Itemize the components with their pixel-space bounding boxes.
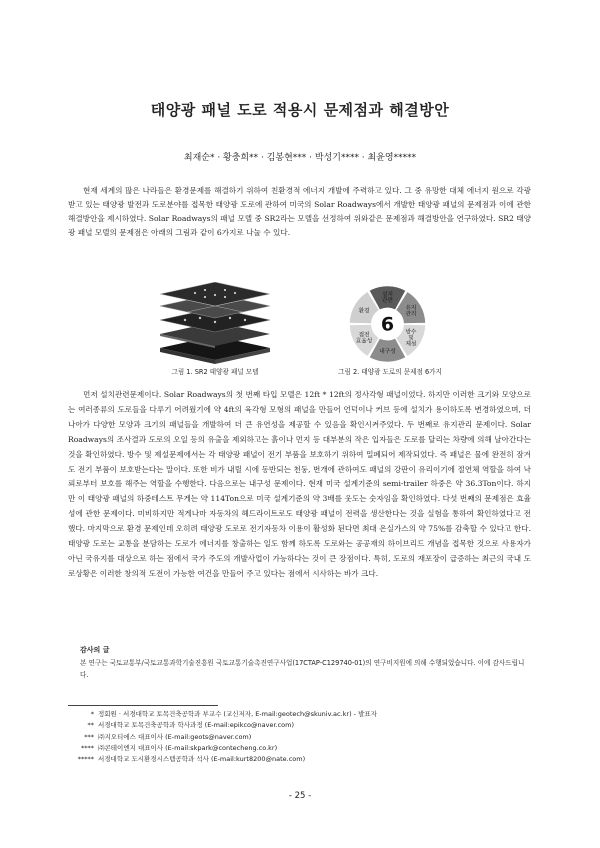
footnote-text: 서경대학교 도시환경시스템공학과 석사 (E-mail:kurt8200@nate.com) xyxy=(98,755,306,764)
figure-six-problems-diagram xyxy=(340,284,435,364)
figure1-caption: 그림 1. SR2 태양광 패널 모델 xyxy=(171,368,259,376)
footnote-mark: ** xyxy=(87,721,94,730)
abstract-paragraph: 현재 세계의 많은 나라들은 환경문제를 해결하기 위하여 친환경적 에너지 개발에 주력하고 있다. 그 중 유망한 대체 에너지 원으로 각광받고 있는 태양광 발전과 도로분야를 접목한 태양광 도로에 관하여 미국의 Solar Roadways에서 개발한 태양광 패널의 문제점과 이에 관한 해결방안을 제시하였다. Solar Roadways의 패널 모델 중 SR2라는 모델을 선정하여 위와같은 문제점과 해결방안을 연구하였다. SR2 태양광 패널 모델의 문제점은 아래의 그림과 같이 6가지로 나눌 수 있다. xyxy=(68,186,531,237)
footnote-divider xyxy=(68,705,218,706)
footnote-mark: ***** xyxy=(77,755,94,764)
footnote xyxy=(68,709,538,720)
acknowledgement-title: 감사의 글 xyxy=(80,646,110,654)
paper-title: 태양광 패널 도로 적용시 문제점과 해결방안 xyxy=(150,101,450,119)
footnote xyxy=(68,743,538,754)
page-number: - 25 - xyxy=(288,791,312,801)
ring-segment-label: 설치 관련 xyxy=(382,291,393,304)
footnote xyxy=(68,754,538,765)
figure-solar-panel-model xyxy=(140,282,290,364)
footnote-mark: *** xyxy=(84,732,94,741)
ring-segment-label: 내구성 xyxy=(379,348,396,355)
ring-segment-label: 접전 효율성 xyxy=(355,332,373,345)
figure2-caption: 그림 2. 태양광 도로의 문제점 6가지 xyxy=(338,368,442,376)
ring-segment-label: 환경 xyxy=(358,308,370,315)
footnote-text: 정회원 · 서경대학교 토목건축공학과 부교수 (교신저자, E-mail:geotech@skuniv.ac.kr) - 발표자 xyxy=(98,710,377,718)
footnote-text: ㈜콘테이엔지 대표이사 (E-mail:skpark@contecheng.co.kr) xyxy=(98,743,278,752)
footnote-mark: * xyxy=(90,710,94,718)
footnotes xyxy=(68,709,538,765)
abstract xyxy=(68,184,531,240)
body-paragraph: 먼저 설치관련문제이다. Solar Roadways의 첫 번째 타입 모델은 12ft * 12ft의 정사각형 패널이었다. 하지만 이러한 크기와 모양으로는 여러종류의 도로들을 다루기 어려웠기에 약 4ft의 육각형 모형의 패널을 만들어 언덕이나 커브 등에 설치가 용이하도록 변경하였으며, 더 나아가 다양한 모양과 크기의 패널들을 개발하여 더 큰 유연성을 제공할 수 있음을 확인시켜주었다. 두 번째로 유지관리 문제이다. Solar Roadways의 조사결과 도로의 오일 등의 유출을 제외하고는 흙이나 먼지 등 대부분의 작은 입자들은 도로를 달리는 차량에 의해 날아간다는 것을 확인하였다. 방수 및 제설문제에서는 각 태양광 패널이 전기 부품을 보호하기 위하여 밀폐되어 제작되었다. 즉 패널은 물에 완전히 잠겨도 전기 부품이 보호받는다는 말이다. 또한 비가 내릴 시에 동반되는 천둥, 번개에 관하여도 패널의 강판이 유리이기에 절연체 역할을 하여 낙뢰로부터 보호를 해주는 역할을 수행한다. 다음으로는 내구성 문제이다. 현재 미국 설계기준의 semi-trailer 하중은 약 36.3Ton이다. 하지만 이 태양광 패널의 하중테스트 무게는 약 114Ton으로 미국 설계기준의 약 3배를 웃도는 숫자임을 확인하였다. 다섯 번째의 문제점은 효율성에 관한 문제이다. 미비하지만 적게나마 자동차의 헤드라이트로도 태양광 패널이 전력을 생산한다는 것을 실험을 통하여 확인하였다고 전했다. 마지막으로 환경 문제인데 오히려 태양광 도로로 전기자동차 이용이 활성화 된다면 최대 온실가스의 약 75%를 감축할 수 있다고 한다. 태양광 도로는 교통을 분담하는 도로가 에너지를 창출하는 일도 함께 하도록 도로와는 공공재의 하이브리드 개념을 접목한 것으로 사용자가 아닌 국유지를 대상으로 하는 점에서 국가 주도의 개발사업이 가능하다는 것이 큰 장점이다. 특히, 도로의 재포장이 급증하는 최근의 국내 도로상황은 이러한 창의적 도전이 가능한 여건을 만들어 주고 있다는 점에서 시사하는 바가 크다. xyxy=(68,390,531,578)
ring-segment-label: 유지 관리 xyxy=(405,305,417,318)
body-text xyxy=(68,388,531,582)
ring-center-number: 6 xyxy=(380,313,395,336)
acknowledgement-text: 본 연구는 국토교통부/국토교통과학기술진흥원 국토교통기술촉진연구사업(17CTAP-C129740-01)의 연구비지원에 의해 수행되었습니다. 이에 감사드립니다. xyxy=(80,659,525,679)
footnote xyxy=(68,720,538,731)
author-list: 최재순* · 황충희** · 김봉현*** · 박성기**** · 최윤영***** xyxy=(183,153,417,163)
footnote-text: 서경대학교 토목건축공학과 학사과정 (E-mail:epikco@naver.com) xyxy=(98,721,295,730)
footnote xyxy=(68,732,538,743)
footnote-mark: **** xyxy=(81,743,94,752)
ring-segment-label: 방수 및 제설 xyxy=(405,329,417,348)
footnote-text: ㈜지오티에스 대표이사 (E-mail:geots@naver.com) xyxy=(98,732,252,741)
